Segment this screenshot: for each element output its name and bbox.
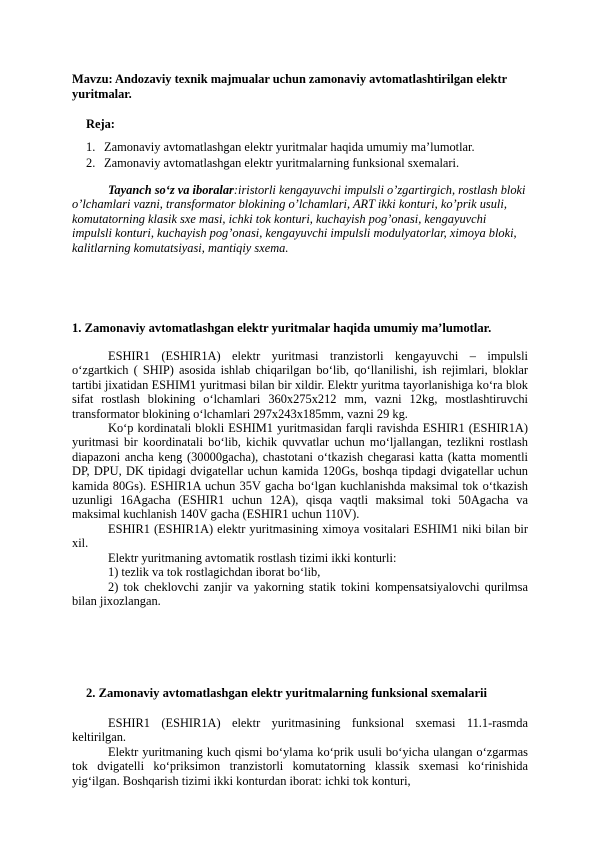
paragraph: Elektr yuritmaning avtomatik rostlash tizimi ikki konturli: — [108, 550, 397, 565]
keywords-text: :iristorli kengayuvchi impulsli o’zgartirgich, rostlash bloki o’lchamlari vazni, transformator blokining o’lchamlari, ART ikki konturi, ko’prik usuli, komutatorning klasik sxe masi, ichki tok konturi, kuchayish pog’onasi, kengayuvchi impulsli konturi, kuchayish pog’onasi, kengayuvchi impulsli modulyatorlar, ximoya bloki, kalitlarning komutatsiyasi, mantiqiy sxema. — [72, 183, 526, 255]
plan-item-number: 1. — [86, 140, 96, 154]
paragraph: Ko‘p kordinatali blokli ESHIM1 yuritmasidan farqli ravishda ESHIR1 (ESHIR1A) yuritmasi bir koordinatali bo‘lib, kichik quvvatlar uchun mo‘ljallangan, tezlikni rostlash diapazoni ancha keng (30000gacha), chastotani o‘tkazish chegarasi katta (katta momentli DP, DPU, DK tipidagi dvigatellar uchun kamida 120Gs, boshqa tipdagi dvigatellar uchun kamida 80Gs). ESHIR1A uchun 35V gacha bo‘lgan kuchlanishda maksimal tok o‘tkazish uzunligi 16Agacha (ESHIR1 uchun 12A), qisqa vaqtli maksimal toki 50Agacha va maksimal kuchlanish 140V gacha (ESHIR1 uchun 110V). — [72, 421, 528, 522]
plan-heading: Reja: — [86, 117, 115, 131]
plan-item-text: Zamonaviy avtomatlashgan elektr yuritmalar haqida umumiy ma’lumotlar. — [104, 140, 475, 154]
keywords-block — [72, 183, 528, 255]
page-title: Mavzu: Andozaviy texnik majmualar uchun zamonaviy avtomatlashtirilgan elektr yuritmalar. — [72, 72, 507, 101]
keywords-label: Tayanch so‘z va iboralar — [108, 183, 234, 197]
plan-item-number: 2. — [86, 156, 96, 170]
paragraph: ESHIR1 (ESHIR1A) elektr yuritmasining funksional sxemasi 11.1-rasmda keltirilgan. — [72, 716, 528, 745]
section-1-body — [72, 349, 528, 608]
section-heading-1: 1. Zamonaviy avtomatlashgan elektr yuritmalar haqida umumiy ma’lumotlar. — [72, 321, 492, 335]
plan-list — [86, 140, 556, 172]
paragraph: 2) tok cheklovchi zanjir va yakorning statik tokini kompensatsiyalovchi qurilmsa bilan jixozlangan. — [72, 579, 528, 608]
paragraph: ESHIR1 (ESHIR1A) elektr yuritmasi tranzistorli kengayuvchi – impulsli o‘zgartkich ( SHIP) asosida ishlab chiqarilgan bo‘lib, qo‘llanilishi, ish rejimlari, bloklar tartibi jixatidan ESHIM1 yuritmasi bilan bir xildir. Elektr yuritma tayorlanishiga ko‘ra blok sifat rostlash blokining o‘lchamlari 360x275x212 mm, vazni 12kg, mostlashtiruvchi transformator blokining o‘lchamlari 297x243x185mm, vazni 29 kg. — [72, 349, 528, 421]
section-heading-2: 2. Zamonaviy avtomatlashgan elektr yuritmalarning funksional sxemalarii — [86, 686, 488, 700]
section-2-body — [72, 716, 528, 788]
paragraph: 1) tezlik va tok rostlagichdan iborat bo‘lib, — [108, 565, 321, 580]
paragraph: ESHIR1 (ESHIR1A) elektr yuritmasining ximoya vositalari ESHIM1 niki bilan bir xil. — [72, 521, 528, 551]
plan-item — [86, 140, 556, 156]
paragraph: Elektr yuritmaning kuch qismi bo‘ylama ko‘prik usuli bo‘yicha ulangan o‘zgarmas tok dvigatelli ko‘priksimon tranzistorli komutatorning klassik sxemasi ko‘rinishida yig‘ilgan. Boshqarish tizimi ikki konturdan iborat: ichki tok konturi, — [72, 744, 528, 788]
plan-item-text: Zamonaviy avtomatlashgan elektr yuritmalarning funksional sxemalari. — [104, 156, 460, 170]
plan-item — [86, 156, 556, 172]
